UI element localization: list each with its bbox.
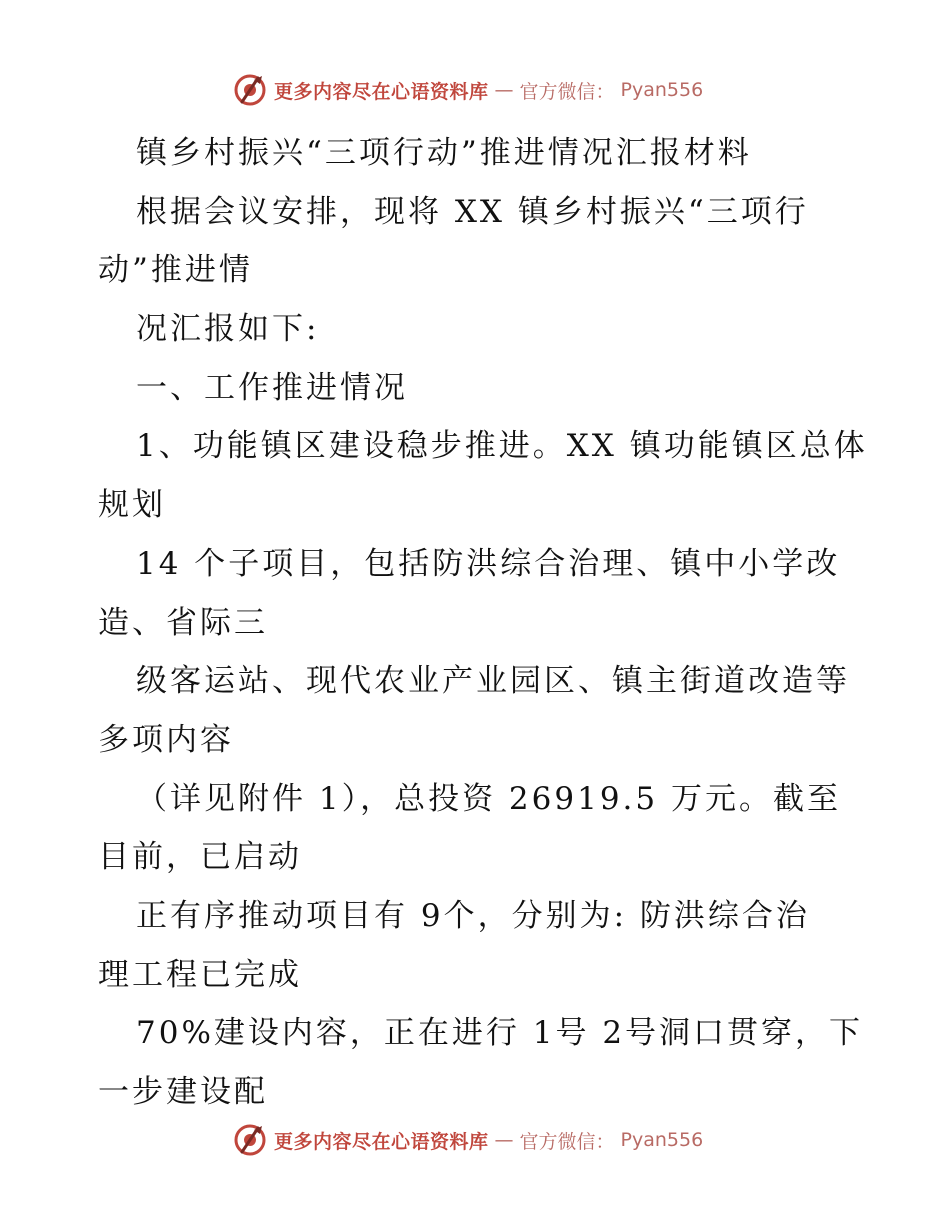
paragraph-line: 70%建设内容，正在进行 1号 2号洞口贯穿，下 [136,1015,864,1052]
paragraph-line: 级客运站、现代农业产业园区、镇主街道改造等 [136,663,850,700]
watermark-label: 官方微信： [519,80,615,103]
paragraph-line: （详见附件 1），总投资 26919.5 万元。截至 [136,780,841,817]
watermark-separator: — [494,1129,514,1151]
watermark-footer [232,1122,703,1158]
paragraph-line: 1、功能镇区建设稳步推进。XX 镇功能镇区总体 [136,428,868,465]
paragraph-line: 况汇报如下: [136,311,320,348]
paragraph-line: 一步建设配 [98,1074,268,1110]
watermark-main-text: 更多内容尽在心语资料库 [274,80,489,103]
section-heading: 一、工作推进情况 [136,369,408,406]
watermark-wechat-id: Pyan556 [620,79,704,101]
paragraph-line: 根据会议安排，现将 XX 镇乡村振兴“三项行 [136,193,809,230]
document-body [98,124,868,1122]
paragraph-line: 多项内容 [98,721,234,758]
paragraph-line: 正有序推动项目有 9个，分别为: 防洪综合治 [136,897,810,934]
logo-icon [232,72,268,108]
watermark-label: 官方微信： [519,1130,615,1153]
paragraph-line: 目前，已启动 [98,839,302,876]
watermark-header [232,72,703,108]
paragraph-line: 造、省际三 [98,604,268,641]
document-title: 镇乡村振兴“三项行动”推进情况汇报材料 [136,135,752,171]
paragraph-line: 理工程已完成 [98,956,302,993]
watermark-wechat-id: Pyan556 [620,1129,704,1151]
watermark-separator: — [494,79,514,101]
watermark-main-text: 更多内容尽在心语资料库 [274,1130,489,1153]
logo-icon [232,1122,268,1158]
paragraph-line: 动”推进情 [98,252,253,289]
paragraph-line: 规划 [98,487,166,524]
paragraph-line: 14 个子项目，包括防洪综合治理、镇中小学改 [136,545,841,582]
